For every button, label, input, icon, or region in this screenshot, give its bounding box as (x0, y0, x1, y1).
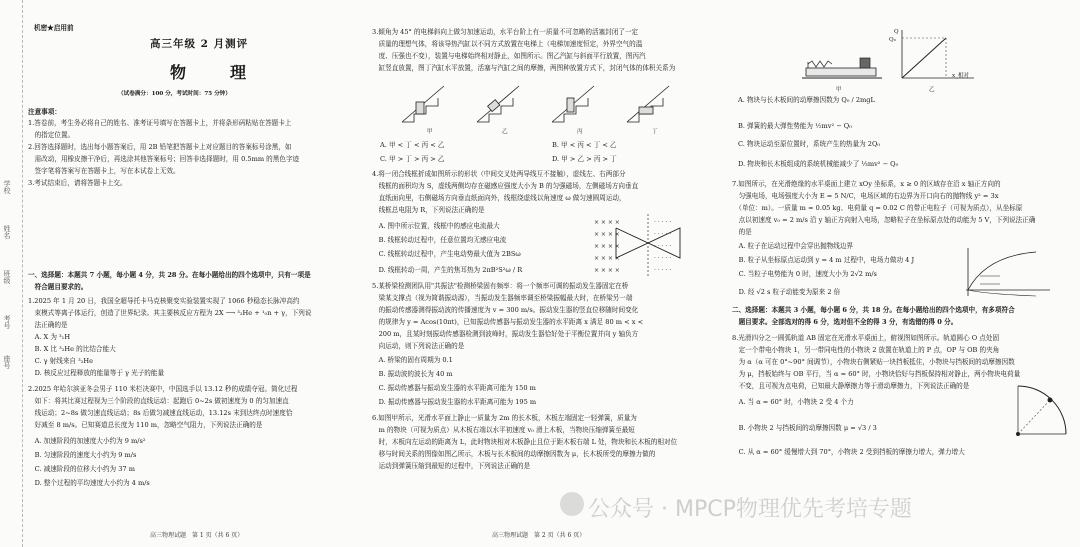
question-text: 时，木板向左运动的距离为 L，此时物块相对木板静止且位于距木板右端 L 处，物块和长木板的相对位 (372, 438, 678, 446)
graph-axis-label: x_相对 (952, 73, 970, 79)
question-text: 向运动，则下列说法正确的是 (372, 342, 465, 350)
exam-title: 高三年级 2 月测评 (150, 38, 249, 50)
notice-line: 签字笔将答案写在答题卡上，写在本试卷上无效。 (28, 167, 180, 175)
answer-option: B. 弹簧的最大弹性势能为 ½mv² − Q₀ (738, 122, 852, 130)
svg-text:× × × ×: × × × × (594, 267, 620, 274)
question-text: 为 α（α 可在 0°~90° 间调节），小物块右侧紧贴一块挡板抵住，小物块与挡板间的动摩擦因数 (732, 358, 1015, 366)
section-heading: 二、选择题：本题共 3 小题，每小题 6 分，共 18 分。在每小题给出的四个选项中，有多项符合 (732, 306, 1015, 314)
question-text: 运动到弹簧压缩到最短的过程中，下列说法正确的是 (372, 462, 531, 470)
figure-label: 乙 (929, 87, 935, 93)
answer-option: C. 减速阶段的位移大小约为 37 m (28, 465, 135, 473)
question-text: 线框总电阻为 R，下列说法正确的是 (372, 206, 485, 214)
answer-option: A. 粒子在运动过程中会穿出抛物线边界 (732, 242, 854, 250)
question-text: 梁某支撑点（视为简谐振动源），当振动发生器频率调至桥梁振幅最大时，在桥梁另一端 (372, 294, 633, 302)
section-heading: 一、选择题：本题共 7 小题，每小题 4 分，共 28 分。在每小题给出的四个选项中，只有一项是 (28, 271, 311, 279)
notice-line: 3.考试结束后，请将答题卡上交。 (28, 179, 127, 187)
exam-page-3 (724, 0, 1080, 547)
question-text: 点以初速度 v₀ = 2 m/s 沿 y 轴正方向射入电场，忽略粒子在坐标原点处的动能为 5 V，下列说法正确 (732, 216, 1036, 224)
answer-option: B. 匀速阶段的速度大小约为 9 m/s (28, 451, 137, 459)
svg-text:· · · · ·: · · · · · (654, 231, 672, 238)
answer-option: B. 线框转动过程中，任意位置均无感应电流 (372, 236, 507, 244)
figure-label: 甲 (836, 87, 842, 93)
question-text: 3.倾角为 45° 的电梯斜向上做匀加速运动，水平台阶上有一质量不可忽略的活塞封闭了一定 (372, 28, 639, 36)
question-text: 移与时间关系的图像如图乙所示，木板与长木板间的动摩擦因数为 μ，长木板所受的摩擦力做的 (372, 450, 656, 458)
exam-page-2 (362, 0, 724, 547)
answer-option: C. 物块运动至原位置时，系统产生的热量为 2Q₀ (738, 140, 881, 148)
subject-title: 物 理 (170, 63, 261, 82)
figure-label: 丁 (652, 129, 658, 135)
watermark-text: 公众号 · MPCP物理优先考培专题 (588, 497, 912, 522)
question-text: 1.2025 年 1 月 20 日，我国全超导托卡马克核聚变实验装置实现了 1066 秒稳态长脉冲高约 (28, 297, 300, 305)
question-text: 5.某桥梁检测团队用"共振法"检测桥梁固有频率：将一个频率可调的振动发生器固定在桥 (372, 282, 629, 290)
question-text: （单位：m）。一质量 m = 0.05 kg、电荷量 q = 0.02 C 的带正电粒子（可视为质点），从坐标原 (732, 204, 1023, 212)
question-text: 为 μ，挡板始终与 OB 平行，当 α = 60° 时，小物块恰好与挡板保持相对静止，两小物块电荷量 (732, 370, 1021, 378)
section-heading: 符合题目要求的。 (28, 283, 88, 291)
svg-text:· · · · ·: · · · · · (654, 255, 672, 262)
parabola-field-figure (956, 246, 1052, 298)
question-text: 匀强电场，电场强度大小为 E = 5 N/C，电场区域的右边界为开口向右的抛物线 y² = 3x (732, 192, 999, 200)
answer-option: A. X 为 ³₁H (28, 333, 71, 341)
answer-option: B. 振动波的波长为 40 m (372, 370, 453, 378)
question-text: 不变，且可视为点电荷，已知最大静摩擦力等于滑动摩擦力，下列说法正确的是 (732, 382, 970, 390)
question-text: 质量的理想气体，将该导热汽缸以不同方式放置在电梯上（电梯加速度恒定，外界空气的温 (372, 40, 643, 48)
svg-text:· · · · ·: · · · · · (654, 267, 672, 274)
binding-label: 座号 (3, 355, 11, 369)
spring-block-board-figure (802, 44, 882, 84)
answer-option: C. 当粒子电势能为 0 时，速度大小为 2√2 m/s (732, 270, 877, 278)
exam-subtitle: （试卷满分：100 分，考试时间：75 分钟） (118, 91, 231, 97)
notice-line: 1.答卷前，考生务必将自己的姓名、准考证号填写在答题卡上，并将条形码粘贴在答题卡上 (28, 119, 292, 127)
question-text: 度、压强也不变），装置与电梯始终相对静止，如图所示。图乙汽缸与斜面平行放置，图丙汽 (372, 52, 646, 60)
question-text: 的规律为 y = Acos(10πt)，已知振动传感器与振动发生器的水平距离 x 满足 80 m < x < (372, 318, 644, 326)
secret-label: 机密★启用前 (34, 24, 74, 32)
answer-option: B. 甲 < 丙 < 丁 < 乙 (552, 141, 617, 149)
binding-label: 考号 (3, 315, 11, 329)
svg-text:× × × ×: × × × × (594, 219, 620, 226)
answer-option: C. γ 射线来自 ³₂He (28, 357, 94, 365)
graph-axis-label: Q (894, 29, 899, 35)
answer-option: D. 甲 > 乙 > 丙 > 丁 (552, 155, 617, 163)
coil-magnetic-field-figure (590, 214, 702, 276)
question-text: 缸竖直放置，图丁汽缸水平放置，活塞与汽缸之间的摩擦，两图种放置方式下，封闭气体的体积关系为 (372, 64, 676, 72)
figure-label: 丙 (577, 129, 583, 135)
notice-line: 2.回答选择题时，选出每小题答案后，用 2B 铅笔把答题卡上对应题目的答案标号涂黑，如 (28, 143, 292, 151)
question-text: 2.2025 年哈尔滨亚冬会男子 110 米栏决赛中，中国选手以 13.12 秒的成绩夺冠。简化过程 (28, 385, 298, 393)
answer-option: D. 振动传感器与振动发生器的水平距离可能为 195 m (372, 398, 537, 406)
answer-option: D. 核反应过程释放的能量等于 γ 光子的能量 (28, 369, 165, 377)
question-text: 4.将一闭合线框折成如图所示的形状（中间交叉处两导线互不接触），虚线左、右两部分 (372, 170, 626, 178)
answer-option: D. 线框转动一周，产生的焦耳热为 2πB²S²ω / R (372, 266, 523, 274)
answer-option: D. 物块和长木板组成的系统机械能减少了 ⅓mv² − Q₀ (738, 160, 899, 168)
page-footer: 高三物理试题 第 1 页（共 6 页） (150, 532, 244, 539)
notice-line: 需改动，用橡皮擦干净后，再选涂其他答案标号；回答非选择题时，用 0.5mm 的黑色字迹 (28, 155, 300, 163)
incline-elevator-figures (392, 80, 692, 132)
svg-text:× × × ×: × × × × (594, 255, 620, 262)
question-text: 束模式等离子体运行，创造了世界纪录。其主要核反应方程为 2X ⟶ ³₂He + ¹₀n + γ，下列说 (28, 309, 312, 317)
question-text: 法正确的是 (28, 321, 68, 329)
answer-option: B. 小物块 2 与挡板间的动摩擦因数 μ = √3 / 3 (732, 424, 877, 432)
question-text: 的振动传感器测得振动波的传播速度为 v = 300 m/s。振动发生器的竖直位移随时间变化 (372, 306, 639, 314)
binding-label: 班级 (3, 270, 11, 284)
page-footer: 高三物理试题 第 2 页（共 6 页） (492, 532, 586, 539)
svg-text:· · · · ·: · · · · · (654, 243, 672, 250)
answer-option: A. 甲 < 丁 < 丙 < 乙 (380, 141, 445, 149)
answer-option: C. 从 α = 60° 缓慢增大到 70°，小物块 2 受到挡板的摩擦力增大，弹力增大 (732, 448, 965, 456)
question-text: 200 m，且某时刻振动传感器检测到波峰时，振动发生器恰好处于平衡位置并向 y 轴负方 (372, 330, 639, 338)
question-text: m 的物块（可视为质点）从木板右端以水平初速度 v₀ 滑上木板，当物块压缩弹簧至最短 (372, 426, 635, 434)
answer-option: A. 物块与长木板间的动摩擦因数为 Q₀ / 2mgL (738, 96, 875, 104)
figure-label: 乙 (502, 129, 508, 135)
binding-margin (0, 0, 23, 547)
notice-heading: 注意事项： (28, 108, 61, 116)
question-text: 好减至 8 m/s。已知赛道总长度为 110 m，忽略空气阻力，下列说法正确的是 (28, 421, 263, 429)
question-text: 直纸面向里，右侧磁场方向垂直纸面向外，线框绕虚线以角速度 ω 做匀速圆周运动， (372, 194, 626, 202)
answer-option: D. 整个过程的平均速度大小约为 4 m/s (28, 479, 150, 487)
answer-option: B. 粒子从坐标原点运动到 y = 4 m 过程中，电场力做功 4 J (732, 256, 915, 264)
figure-label: 甲 (427, 129, 433, 135)
answer-option: C. 甲 > 丁 > 丙 > 乙 (380, 155, 445, 163)
svg-text:· · · · ·: · · · · · (654, 219, 672, 226)
answer-option: A. 当 α = 60° 时，小物块 2 受 4 个力 (732, 398, 854, 406)
wechat-icon (560, 492, 584, 516)
exam-page-1 (0, 0, 362, 547)
binding-label: 姓名 (3, 225, 11, 239)
quarter-arc-figure (1010, 378, 1070, 438)
question-text: 定一个带电小物块 1，另一带同电性的小物块 2 放置在轨道上的 P 点，OP 与 OB 的夹角 (732, 346, 1000, 354)
svg-text:× × × ×: × × × × (594, 243, 620, 250)
graph-tick-label: Q₀ (889, 37, 896, 43)
answer-option: D. 经 √2 s 粒子动能变为原来 2 倍 (732, 288, 841, 296)
answer-option: A. 加速阶段的加速度大小约为 9 m/s² (28, 437, 146, 445)
question-text: 6.如图甲所示，光滑水平面上静止一质量为 2m 的长木板，木板左端固定一轻弹簧，质量为 (372, 414, 637, 422)
answer-option: C. 振动传感器与振动发生器的水平距离可能为 150 m (372, 384, 536, 392)
question-text: 如下：将其比赛过程视为三个阶段的直线运动：起跑后 0~2s 做初速度为 0 的匀加速直 (28, 397, 289, 405)
answer-option: B. X 比 ³₂He 的比结合能大 (28, 345, 116, 353)
question-text: 8.光滑四分之一圆弧轨道 AB 固定在光滑水平桌面上，俯视图如图所示。轨道圆心 O 点处固 (732, 334, 1000, 342)
answer-option: A. 桥梁的固有周期为 0.1 (372, 356, 453, 364)
svg-text:× × × ×: × × × × (594, 231, 620, 238)
question-text: 的是 (732, 228, 752, 236)
question-text: 7.如图所示，在光滑绝缘的水平桌面上建立 xOy 坐标系，x ≥ 0 的区域存在沿 x 轴正方向的 (732, 180, 1001, 188)
answer-option: A. 图中所示位置，线框中的感应电流最大 (372, 222, 500, 230)
notice-line: 的指定位置。 (28, 131, 75, 139)
question-text: 线框的面积均为 S，虚线两侧均存在磁感应强度大小为 B 的匀强磁场，左侧磁场方向垂直 (372, 182, 639, 190)
section-heading: 题目要求。全部选对的得 6 分，选对但不全的得 3 分，有选错的得 0 分。 (732, 318, 958, 326)
question-text: 线运动；2~8s 做匀速直线运动；8s 后做匀减速直线运动，13.12s 末到达终点时速度恰 (28, 409, 293, 417)
binding-label: 学校 (3, 180, 11, 194)
answer-option: C. 线框转动过程中，产生电动势最大值为 2BSω (372, 250, 521, 258)
